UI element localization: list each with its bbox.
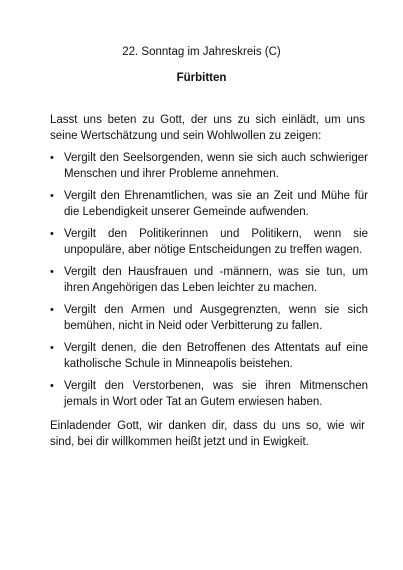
intention-text: Vergilt denen, die den Betroffenen des Attentats auf eine katholische Schule in Minneapolis beistehen. [64, 342, 368, 370]
bullet-icon: • [50, 342, 54, 354]
intention-text: Vergilt den Armen und Ausgegrenzten, wenn sie sich bemühen, nicht in Neid oder Verbitterung zu fallen. [64, 304, 368, 332]
document-title: Fürbitten [176, 72, 227, 84]
bullet-icon: • [50, 190, 54, 202]
intention-text: Vergilt den Seelsorgenden, wenn sie sich auch schwieriger Menschen und ihrer Probleme annehmen. [64, 152, 368, 180]
bullet-icon: • [50, 380, 54, 392]
bullet-icon: • [50, 304, 54, 316]
intention-text: Vergilt den Hausfrauen und -männern, was sie tun, um ihren Angehörigen das Leben leichter zu machen. [64, 266, 368, 294]
bullet-icon: • [50, 152, 54, 164]
bullet-icon: • [50, 228, 54, 240]
bullet-icon: • [50, 266, 54, 278]
intention-text: Vergilt den Politikerinnen und Politikern, wenn sie unpopuläre, aber nötige Entscheidungen zu treffen wagen. [64, 228, 368, 256]
document-subtitle: 22. Sonntag im Jahreskreis (C) [122, 46, 281, 58]
intention-text: Vergilt den Ehrenamtlichen, was sie an Zeit und Mühe für die Lebendigkeit unserer Gemeinde aufwenden. [64, 190, 368, 218]
closing-paragraph: Einladender Gott, wir danken dir, dass du uns so, wie wir sind, bei dir willkommen heißt jetzt und in Ewigkeit. [50, 420, 365, 448]
intro-paragraph: Lasst uns beten zu Gott, der uns zu sich einlädt, um uns seine Wertschätzung und sein Wohlwollen zu zeigen: [50, 114, 365, 142]
intention-text: Vergilt den Verstorbenen, was sie ihren Mitmenschen jemals in Wort oder Tat an Gutem erwiesen haben. [64, 380, 368, 408]
